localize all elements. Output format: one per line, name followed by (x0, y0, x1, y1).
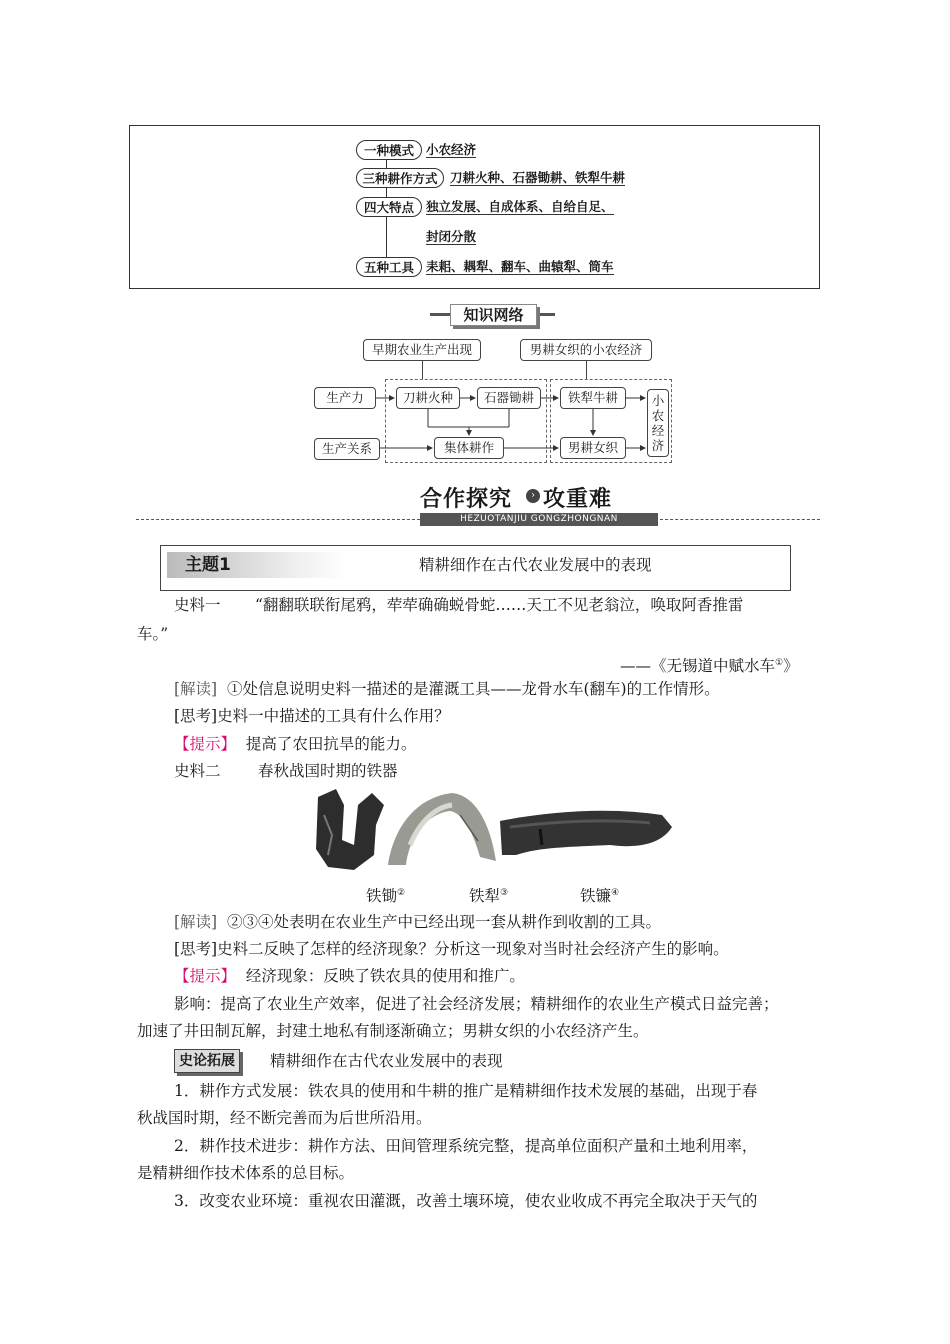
material1-quote-line1: “翻翻联联衔尾鸦，荦荦确确蜕骨蛇……天工不见老翁泣，唤取阿香推雷 (255, 596, 744, 614)
tool-caption-plough: 铁犁③ (469, 887, 509, 906)
material1-think: [思考]史料一中描述的工具有什么作用？ (174, 707, 450, 725)
extension-p2-line2: 是精耕细作技术体系的总目标。 (137, 1164, 355, 1182)
box-small-farm-economy: 男耕女织的小农经济 (520, 339, 652, 361)
material2-label: 史料二 (174, 762, 221, 780)
network-header (430, 304, 555, 324)
box-slash-burn: 刀耕火种 (396, 387, 460, 409)
extension-p3-line1: 3．改变农业环境：重视农田灌溉，改善土壤环境，使农业收成不再完全取决于天气的 (174, 1192, 758, 1210)
summary-value-features-2: 封闭分散 (426, 229, 477, 244)
material2-interpret: [解读] ②③④处表明在农业生产中已经出现一套从耕作到收割的工具。 (174, 913, 661, 931)
network-diagram (300, 335, 680, 465)
summary-label-mode: 一种模式 (356, 140, 422, 160)
material2-impact-line1: 影响：提高了农业生产效率，促进了社会经济发展；精耕细作的农业生产模式日益完善； (174, 995, 779, 1013)
iron-hoe-image (316, 789, 384, 870)
banner-title-left: 合作探究 (420, 487, 513, 512)
summary-value-methods: 刀耕火种、石器锄耕、铁犁牛耕 (450, 170, 626, 185)
material1-quote-line2: 车。” (137, 625, 169, 643)
iron-sickle-image (500, 811, 672, 855)
iron-plough-image (388, 793, 496, 865)
material1-label: 史料一 (174, 596, 221, 614)
material1-hint: 【提示】 提高了农田抗旱的能力。 (174, 735, 417, 753)
material2-impact-line2: 加速了井田制瓦解，封建土地私有制逐渐确立；男耕女织的小农经济产生。 (137, 1022, 649, 1040)
material1-interpret: [解读] ①处信息说明史料一描述的是灌溉工具——龙骨水车(翻车)的工作情形。 (174, 680, 720, 698)
summary-label-features: 四大特点 (356, 197, 422, 217)
divider-right (660, 519, 820, 520)
extension-title: 精耕细作在古代农业发展中的表现 (270, 1052, 503, 1070)
box-small-farm-vertical: 小农经济 (647, 389, 669, 457)
summary-label-methods: 三种耕作方式 (356, 168, 444, 188)
divider-left (136, 519, 420, 520)
summary-label-tools: 五种工具 (356, 257, 422, 277)
material2-hint: 【提示】 经济现象：反映了铁农具的使用和推广。 (174, 967, 525, 985)
box-early-agriculture: 早期农业生产出现 (363, 339, 481, 361)
box-iron-plough: 铁犁牛耕 (560, 387, 626, 409)
extension-p2-line1: 2．耕作技术进步：耕作方法、田间管理系统完整，提高单位面积产量和土地利用率， (174, 1137, 758, 1155)
extension-tag: 史论拓展 (174, 1049, 240, 1073)
banner-arrow-icon: › (526, 489, 540, 503)
interpret-tag: [解读] (174, 913, 218, 931)
section-banner (420, 480, 660, 528)
extension-p1-line2: 秋战国时期，经不断完善而为后世所沿用。 (137, 1109, 432, 1127)
box-collective: 集体耕作 (434, 437, 504, 459)
box-stone-hoe: 石器锄耕 (477, 387, 541, 409)
iron-tools-images (310, 785, 680, 875)
banner-pinyin: HEZUOTANJIU GONGZHONGNAN (420, 513, 658, 526)
summary-value-mode: 小农经济 (426, 142, 477, 157)
extension-p1-line1: 1．耕作方式发展：铁农具的使用和牛耕的推广是精耕细作技术发展的基础，出现于春 (174, 1082, 758, 1100)
topic-tag: 主题1 (185, 555, 231, 575)
tool-caption-hoe: 铁锄② (366, 887, 406, 906)
banner-title-right: 攻重难 (543, 487, 613, 512)
topic-header (160, 545, 791, 591)
hint-tag: 【提示】 (174, 967, 237, 985)
interpret-tag: [解读] (174, 680, 218, 698)
box-relations: 生产关系 (314, 438, 380, 460)
network-header-title: 知识网络 (450, 304, 537, 326)
material1-source: ——《无锡道中赋水车①》 (620, 657, 799, 676)
material2-think: [思考]史料二反映了怎样的经济现象？分析这一现象对当时社会经济产生的影响。 (174, 940, 729, 958)
topic-title: 精耕细作在古代农业发展中的表现 (419, 556, 652, 574)
network-arrows (300, 335, 680, 465)
tool-caption-sickle: 铁镰④ (580, 887, 620, 906)
summary-box (129, 125, 820, 289)
summary-value-tools: 耒耜、耦犁、翻车、曲辕犁、筒车 (426, 259, 614, 274)
material2-text: 春秋战国时期的铁器 (258, 762, 398, 780)
box-men-women: 男耕女织 (560, 437, 626, 459)
summary-value-features: 独立发展、自成体系、自给自足、 (426, 199, 614, 214)
hint-tag: 【提示】 (174, 735, 237, 753)
box-productivity: 生产力 (314, 387, 376, 409)
